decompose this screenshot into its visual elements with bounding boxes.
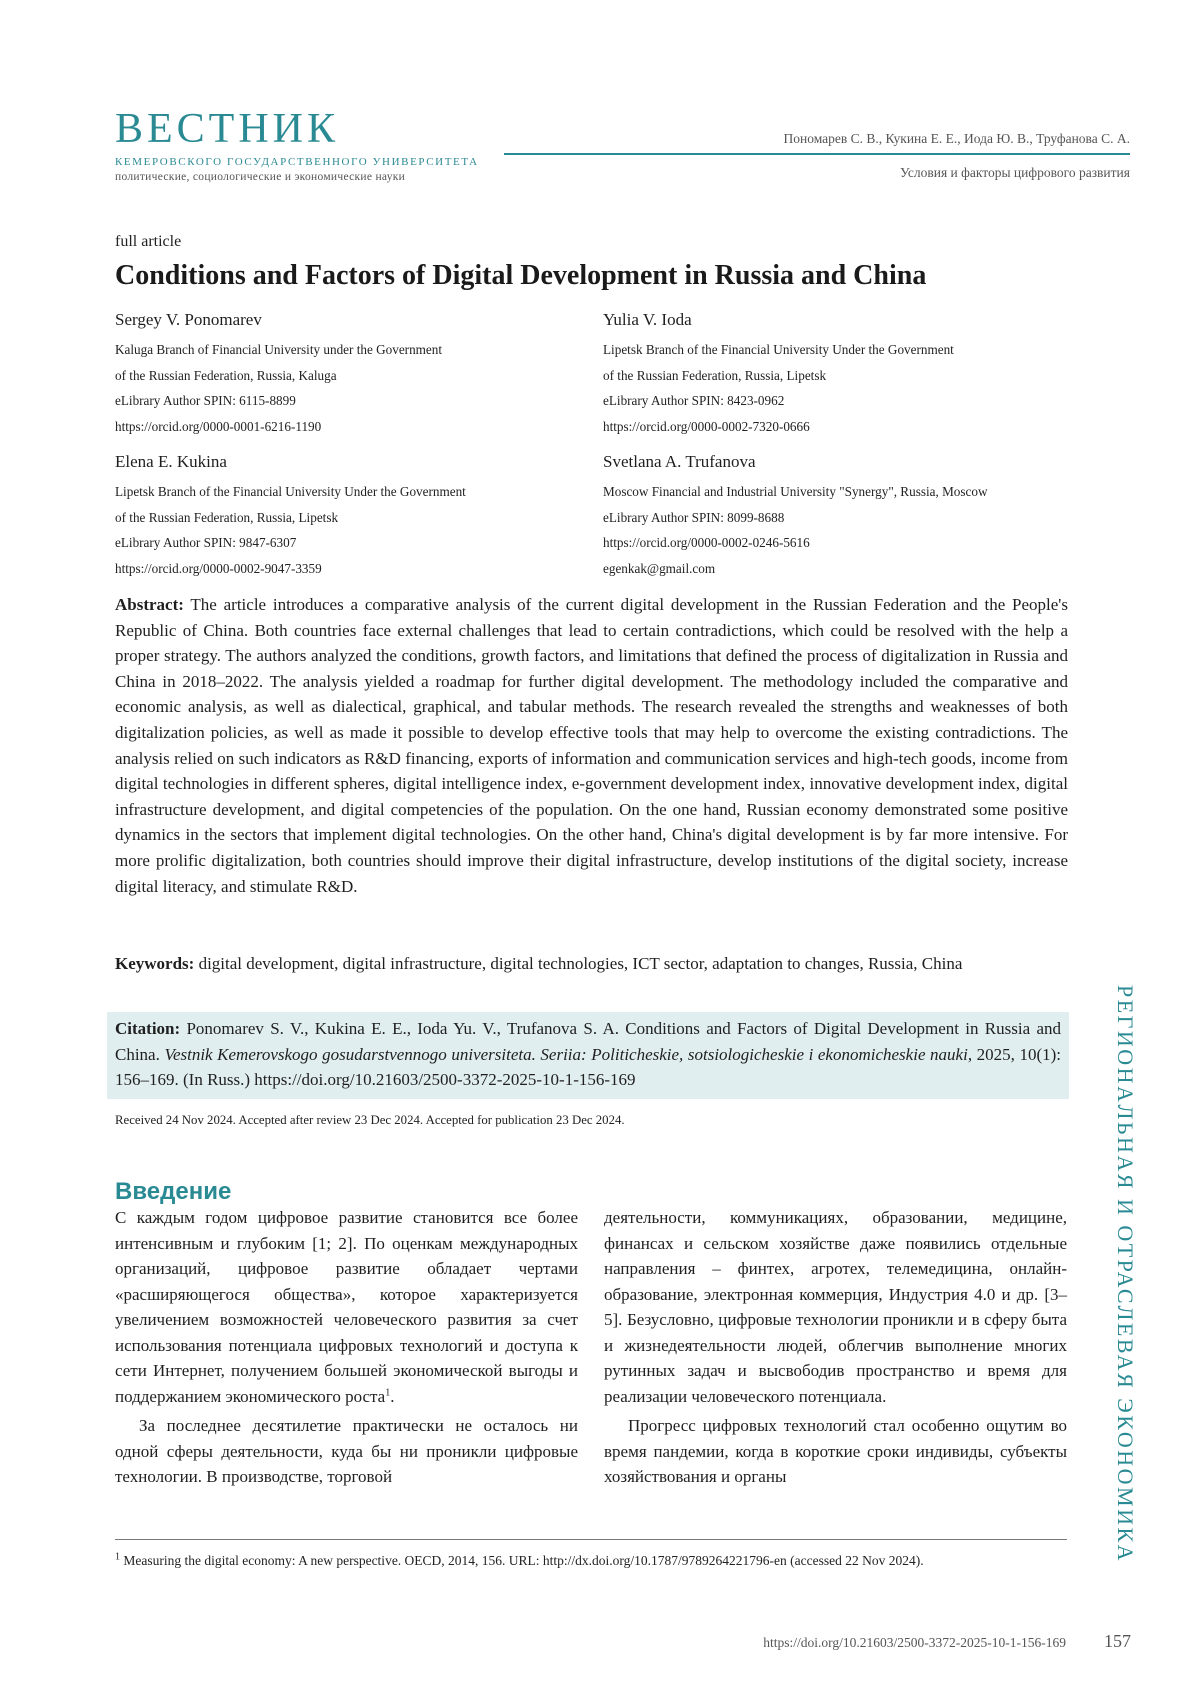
author-affiliation: Moscow Financial and Industrial University "Synergy", Russia, Moscow	[603, 484, 988, 499]
author-block	[115, 310, 585, 439]
citation-label: Citation:	[115, 1019, 181, 1038]
running-topic: Условия и факторы цифрового развития	[899, 165, 1130, 180]
page-number: 157	[1104, 1631, 1131, 1651]
abstract	[115, 592, 1068, 899]
journal-university: КЕМЕРОВСКОГО ГОСУДАРСТВЕННОГО УНИВЕРСИТЕТА	[115, 156, 479, 168]
footnote	[115, 1551, 1068, 1570]
article-type: full article	[115, 233, 182, 250]
author-affiliation: of the Russian Federation, Russia, Lipetsk	[603, 367, 827, 383]
author-affiliation: Kaluga Branch of Financial University under the Government	[115, 342, 443, 357]
citation-text: Ponomarev S. V., Kukina E. E., Ioda Yu. V., Trufanova S. A. Conditions and Factors of Digital Development in Russia and China.	[115, 1019, 1061, 1064]
body-paragraph	[115, 1205, 578, 1409]
keywords-label: Keywords:	[115, 954, 195, 973]
abstract-label: Abstract:	[115, 595, 184, 614]
footnote-rule	[115, 1539, 1067, 1540]
author-spin: eLibrary Author SPIN: 8099-8688	[603, 509, 785, 525]
keywords	[115, 951, 1068, 977]
body-paragraph: деятельности, коммуникациях, образовании, медицине, финансах и сельском хозяйстве даже появились отдельные направления – финтех, агротех, телемедицина, онлайн-образование, электронная коммерция, Индустрия 4.0 и др. [3–5]. Безусловно, цифровые технологии проникли и в сферу быта и жизнедеятельности людей, облегчив выполнение многих рутинных задач и высвободив пространство и время для реализации человеческого потенциала.	[604, 1208, 1067, 1406]
author-name: Yulia V. Ioda	[603, 310, 692, 329]
journal-series: политические, социологические и экономические науки	[115, 171, 406, 183]
footnote-ref[interactable]: 1	[385, 1386, 391, 1398]
keywords-text: digital development, digital infrastructure, digital technologies, ICT sector, adaptation to changes, Russia, China	[194, 954, 963, 973]
footnote-marker: 1	[115, 1551, 120, 1563]
author-affiliation: Lipetsk Branch of the Financial University Under the Government	[115, 484, 466, 499]
footnote-text: Measuring the digital economy: A new perspective. OECD, 2014, 156. URL: http://dx.doi.org/10.1787/9789264221796-en (accessed 22 Nov 2024).	[120, 1553, 924, 1568]
abstract-text: The article introduces a comparative analysis of the current digital development in the Russian Federation and the People's Republic of China. Both countries face external challenges that lead to certain contradictions, which could be resolved with the help a proper strategy. The authors analyzed the conditions, growth factors, and limitations that defined the process of digitalization in Russia and China in 2018–2022. The analysis yielded a roadmap for further digital development. The methodology included the comparative and economic analysis, as well as dialectical, graphical, and tabular methods. The research revealed the strengths and weaknesses of both digitalization policies, as well as made it possible to develop effective tools that may help to overcome the existing contradictions. The analysis relied on such indicators as R&D financing, exports of information and communication services and high-tech goods, income from digital technologies in different spheres, digital intelligence index, e-government development index, innovative development index, digital infrastructure development, and digital competencies of the population. On the one hand, Russian economy demonstrated some positive dynamics in the sectors that implement digital technologies. On the other hand, China's digital development is by far more intensive. For more prolific digitalization, both countries should improve their digital infrastructure, develop institutions of the digital society, increase digital literacy, and stimulate R&D.	[115, 595, 1068, 896]
author-block	[603, 310, 1073, 439]
received-dates: Received 24 Nov 2024. Accepted after review 23 Dec 2024. Accepted for publication 23 Dec 2024.	[115, 1113, 625, 1127]
paragraph-text: С каждым годом цифровое развитие становится все более интенсивным и глубоким [1; 2]. По оценкам международных организаций, цифровое развитие обладает чертами «расширяющегося общества», которое характеризуется увеличением возможностей человеческого развития за счет использования потенциала цифровых технологий и доступа к сети Интернет, получением большей экономической выгоды и поддержанием экономического роста	[115, 1208, 578, 1406]
section-heading: Введение	[115, 1178, 232, 1205]
author-orcid-link[interactable]: https://orcid.org/0000-0001-6216-1190	[115, 418, 322, 434]
body-column-right	[604, 1205, 1067, 1490]
body-column-left	[115, 1205, 578, 1490]
body-paragraph: За последнее десятилетие практически не осталось ни одной сферы деятельности, куда бы ни проникли цифровые технологии. В производстве, торговой	[115, 1416, 578, 1486]
author-affiliation: of the Russian Federation, Russia, Lipetsk	[115, 509, 339, 525]
author-spin: eLibrary Author SPIN: 6115-8899	[115, 393, 296, 408]
author-name: Sergey V. Ponomarev	[115, 310, 262, 329]
journal-masthead	[115, 108, 495, 183]
journal-name: ВЕСТНИК	[115, 106, 340, 152]
author-orcid-link[interactable]: https://orcid.org/0000-0002-7320-0666	[603, 418, 810, 434]
author-spin: eLibrary Author SPIN: 9847-6307	[115, 535, 297, 550]
author-spin: eLibrary Author SPIN: 8423-0962	[603, 393, 785, 408]
section-side-label: РЕГИОНАЛЬНАЯ И ОТРАСЛЕВАЯ ЭКОНОМИКА	[1113, 985, 1138, 1564]
body-paragraph: Прогресс цифровых технологий стал особенно ощутим во время пандемии, когда в короткие сроки индивиды, субъекты хозяйствования и органы	[604, 1416, 1067, 1486]
author-orcid-link[interactable]: https://orcid.org/0000-0002-0246-5616	[603, 535, 810, 550]
footer-doi-link[interactable]: https://doi.org/10.21603/2500-3372-2025-10-1-156-169	[763, 1635, 1066, 1650]
author-affiliation: of the Russian Federation, Russia, Kaluga	[115, 367, 337, 383]
author-orcid-link[interactable]: https://orcid.org/0000-0002-9047-3359	[115, 560, 322, 576]
article-title: Conditions and Factors of Digital Development in Russia and China	[115, 260, 927, 291]
running-authors: Пономарев С. В., Кукина Е. Е., Иода Ю. В., Труфанова С. А.	[783, 131, 1130, 146]
author-block	[603, 452, 1073, 581]
citation-journal: Vestnik Kemerovskogo gosudarstvennogo universiteta. Seriia: Politicheskie, sotsiologicheskie i ekonomicheskie nauki	[164, 1044, 968, 1064]
paragraph-text: .	[390, 1386, 395, 1406]
header-rule	[504, 153, 1130, 155]
author-block	[115, 452, 585, 581]
author-name: Elena E. Kukina	[115, 452, 227, 471]
author-name: Svetlana A. Trufanova	[603, 452, 756, 471]
citation-box	[107, 1012, 1069, 1099]
citation-details: , 2025, 10(1): 156–169. (In Russ.) https://doi.org/10.21603/2500-3372-2025-10-1-156-169	[115, 1044, 1062, 1090]
author-affiliation: Lipetsk Branch of the Financial University Under the Government	[603, 342, 954, 357]
author-email-link[interactable]: egenkak@gmail.com	[603, 560, 716, 576]
